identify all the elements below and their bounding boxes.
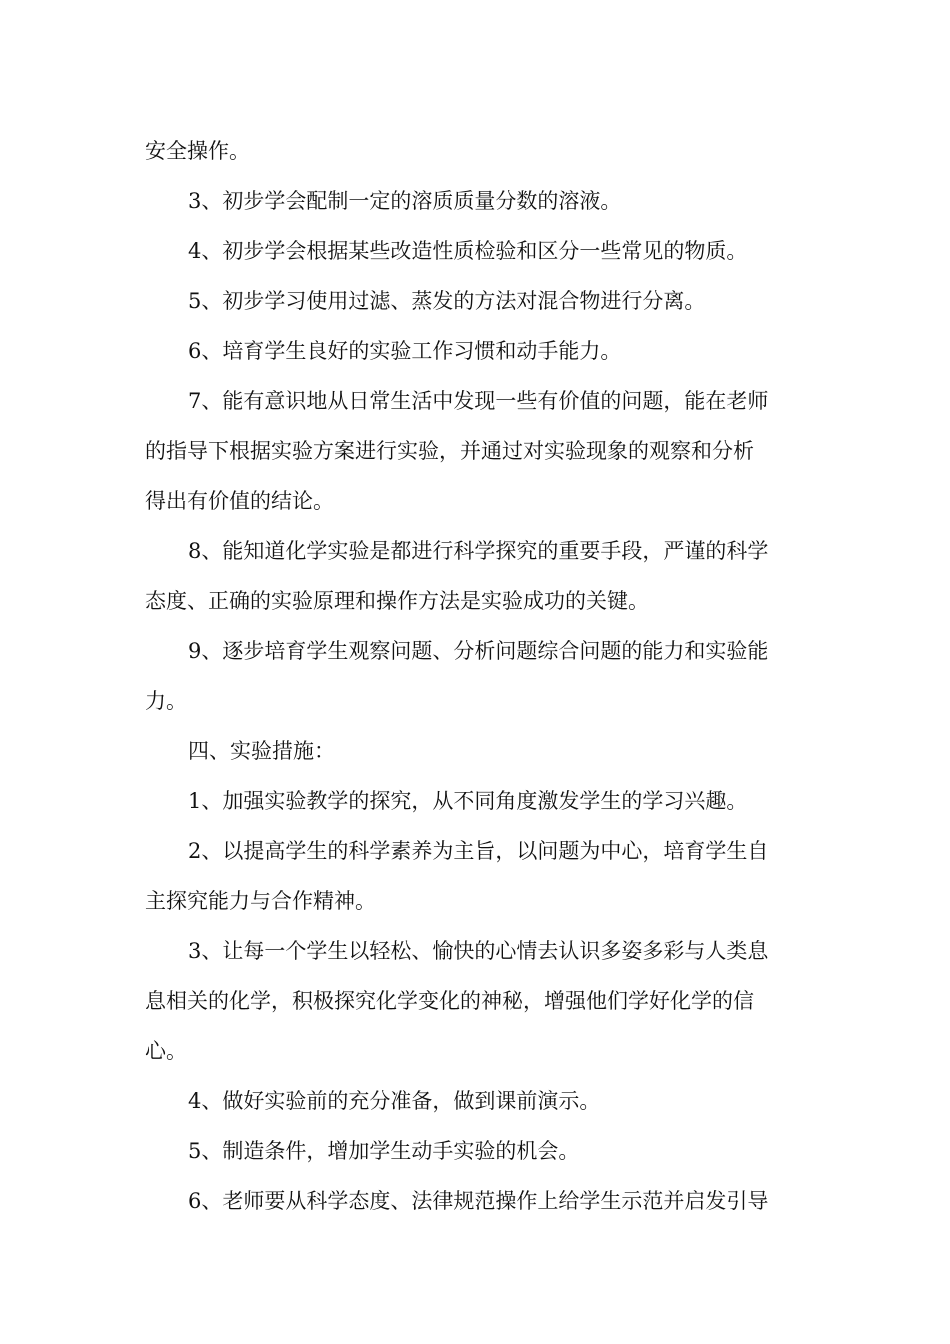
- list-item-measure-6: 6、老师要从科学态度、法律规范操作上给学生示范并启发引导: [188, 1189, 769, 1213]
- text-line-goal-7-cont-2: 得出有价值的结论。: [145, 489, 334, 513]
- text-line-measure-3-cont-1: 息相关的化学，积极探究化学变化的神秘，增强他们学好化学的信: [145, 989, 754, 1013]
- list-item-goal-6: 6、培育学生良好的实验工作习惯和动手能力。: [188, 339, 622, 363]
- list-item-measure-5: 5、制造条件，增加学生动手实验的机会。: [188, 1139, 580, 1163]
- list-item-measure-1: 1、加强实验教学的探究，从不同角度激发学生的学习兴趣。: [188, 789, 748, 813]
- text-line-continuation: 安全操作。: [145, 139, 250, 163]
- list-item-measure-2: 2、以提高学生的科学素养为主旨，以问题为中心，培育学生自: [188, 839, 769, 863]
- text-line-goal-7-cont-1: 的指导下根据实验方案进行实验，并通过对实验现象的观察和分析: [145, 439, 754, 463]
- list-item-measure-4: 4、做好实验前的充分准备，做到课前演示。: [188, 1089, 601, 1113]
- list-item-goal-9: 9、逐步培育学生观察问题、分析问题综合问题的能力和实验能: [188, 639, 769, 663]
- list-item-goal-8: 8、能知道化学实验是都进行科学探究的重要手段，严谨的科学: [188, 539, 769, 563]
- list-item-goal-3: 3、初步学会配制一定的溶质质量分数的溶液。: [188, 189, 622, 213]
- list-item-goal-7: 7、能有意识地从日常生活中发现一些有价值的问题，能在老师: [188, 389, 769, 413]
- text-line-goal-9-cont: 力。: [145, 689, 187, 713]
- text-line-measure-3-cont-2: 心。: [145, 1039, 187, 1063]
- section-heading-measures: 四、实验措施：: [188, 739, 335, 763]
- text-line-goal-8-cont: 态度、正确的实验原理和操作方法是实验成功的关键。: [145, 589, 649, 613]
- list-item-goal-4: 4、初步学会根据某些改造性质检验和区分一些常见的物质。: [188, 239, 748, 263]
- text-line-measure-2-cont: 主探究能力与合作精神。: [145, 889, 376, 913]
- list-item-goal-5: 5、初步学习使用过滤、蒸发的方法对混合物进行分离。: [188, 289, 706, 313]
- list-item-measure-3: 3、让每一个学生以轻松、愉快的心情去认识多姿多彩与人类息: [188, 939, 769, 963]
